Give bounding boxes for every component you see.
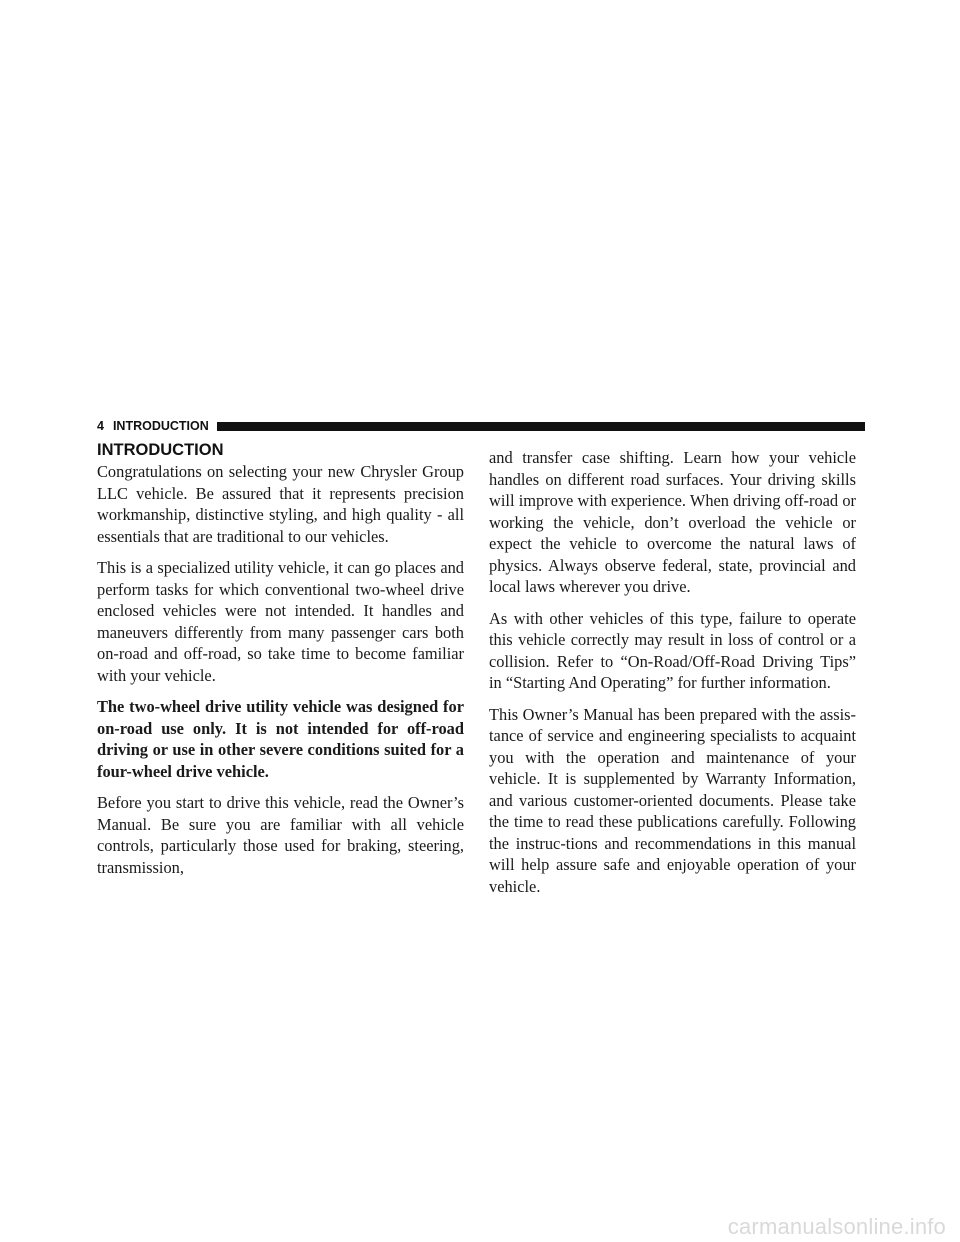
paragraph-loss-of-control: As with other vehicles of this type, failure to operate this vehicle correctly may result in loss of control or a collision. Refer to “On-Road/Off-Road Driving Tips” in “Starting And Operating” for further information. xyxy=(489,608,856,692)
left-column xyxy=(97,440,464,888)
paragraph-congratulations: Congratulations on selecting your new Chrysler Group LLC vehicle. Be assured that it represents precision workmanship, distinctive styling, and high quality - all essentials that are traditional to our vehicles. xyxy=(97,462,464,546)
paragraph-specialized-vehicle: This is a specialized utility vehicle, it can go places and perform tasks for which conventional two-wheel drive enclosed vehicles were not intended. It handles and maneuvers differently from many passenger cars both on-road and off-road, so take time to become familiar with your vehicle. xyxy=(97,558,464,685)
page-number: 4 xyxy=(97,419,104,433)
paragraph-transfer-case: and transfer case shifting. Learn how your vehicle handles on different road surfaces. Your driving skills will improve with experience. When driving off-road or working the vehicle, don’t overload the vehicle or expect the vehicle to overcome the natural laws of physics. Always observe federal, state, provincial and local laws wherever you drive. xyxy=(489,448,856,596)
page-header xyxy=(97,418,865,434)
watermark: carmanualsonline.info xyxy=(727,1214,946,1239)
paragraph-before-you-drive: Before you start to drive this vehicle, read the Owner’s Manual. Be sure you are familiar with all vehicle controls, particularly those used for braking, steering, transmission, xyxy=(97,793,464,877)
paragraph-two-wheel-warning: The two-wheel drive utility vehicle was designed for on-road use only. It is not intended for off-road driving or use in other severe conditions suited for a four-wheel drive vehicle. xyxy=(97,697,464,781)
running-header-section: INTRODUCTION xyxy=(112,419,209,433)
header-rule xyxy=(217,422,865,431)
right-column xyxy=(489,447,856,907)
section-heading: INTRODUCTION xyxy=(97,441,224,459)
paragraph-owners-manual: This Owner’s Manual has been prepared with the assis-tance of service and engineering specialists to acquaint you with the operation and maintenance of your vehicle. It is supplemented by Warranty Information, and various customer-oriented documents. Please take the time to read these publications carefully. Following the instruc-tions and recommendations in this manual will help assure safe and enjoyable operation of your vehicle. xyxy=(489,704,856,896)
